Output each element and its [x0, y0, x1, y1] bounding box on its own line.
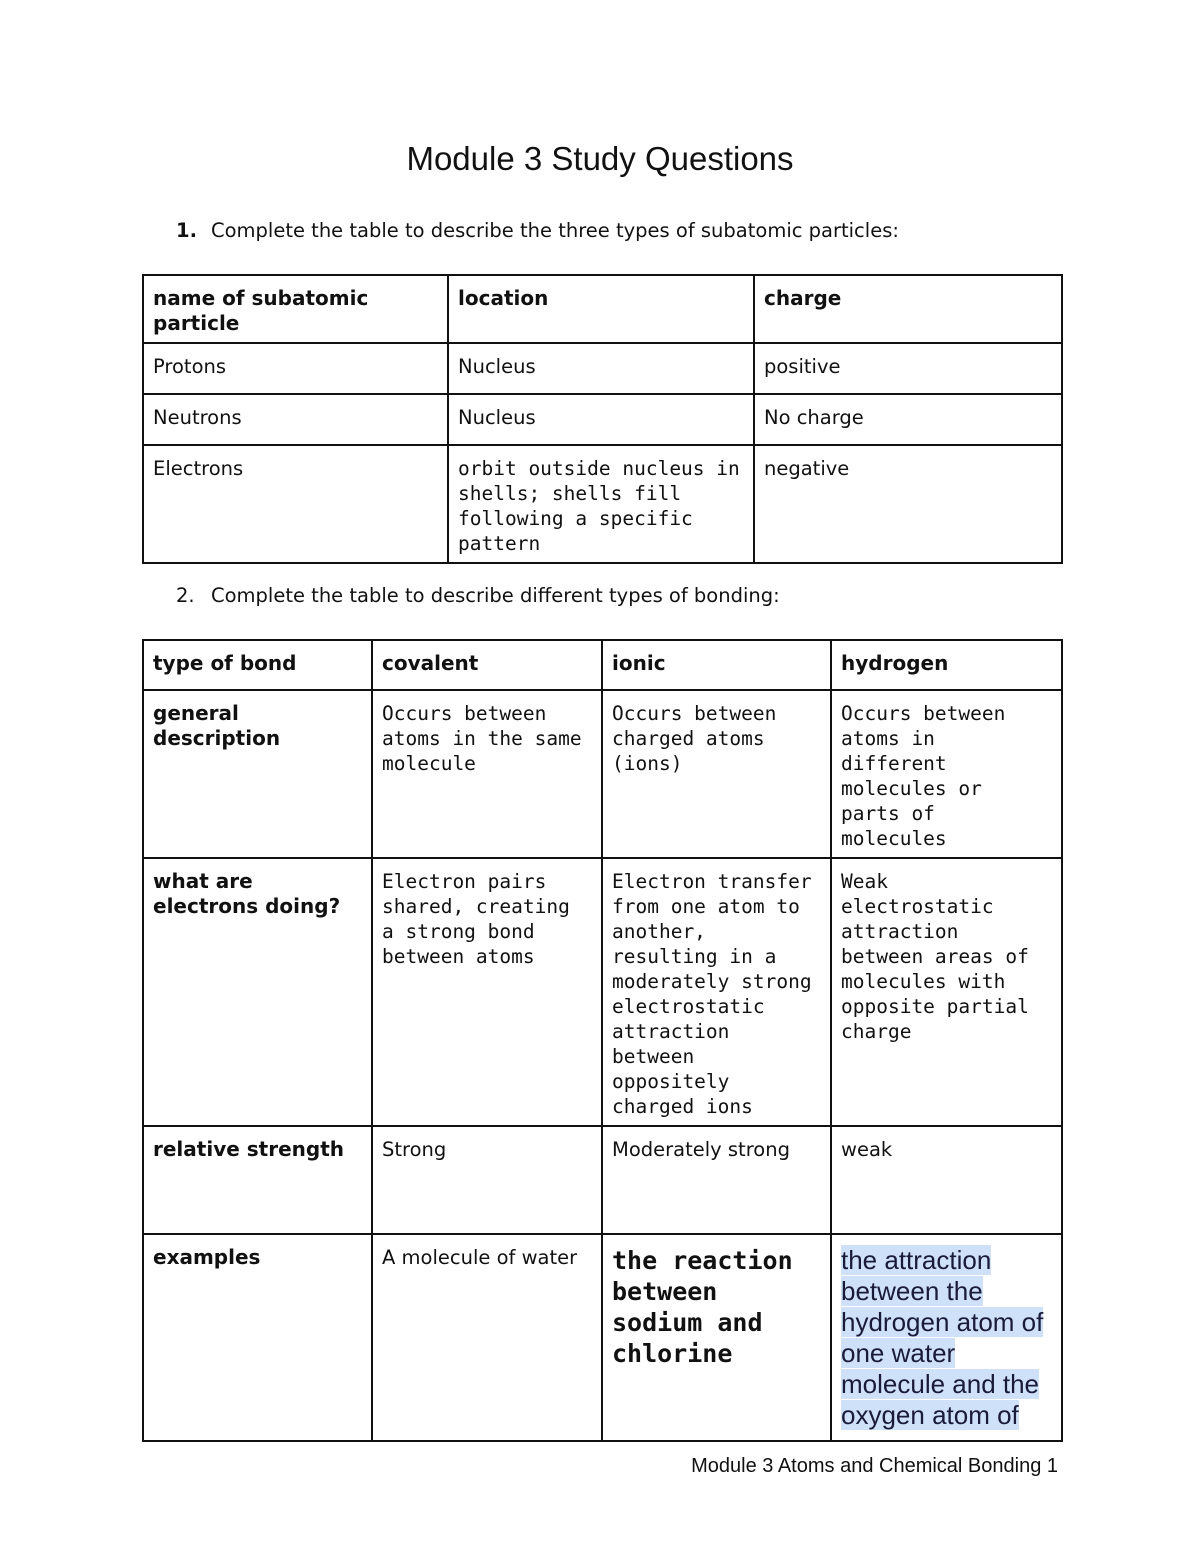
bonding-table	[142, 639, 1063, 1442]
header-cell: name of subatomic particle	[143, 275, 448, 343]
header-cell: covalent	[372, 640, 602, 690]
header-cell: location	[448, 275, 754, 343]
question-number: 1.	[176, 219, 197, 242]
question-number: 2.	[176, 584, 195, 607]
table-cell: Protons	[143, 343, 448, 394]
page-title: Module 3 Study Questions	[406, 140, 794, 177]
table-header-row	[143, 640, 1062, 690]
header-cell: type of bond	[143, 640, 372, 690]
page-footer: Module 3 Atoms and Chemical Bonding 1	[691, 1455, 1058, 1477]
table-cell: Occurs between atoms in different molecules or parts of molecules	[831, 690, 1062, 858]
table-cell: Occurs between atoms in the same molecule	[372, 690, 602, 858]
header-cell: ionic	[602, 640, 831, 690]
table-cell: Nucleus	[448, 343, 754, 394]
row-label: what are electrons doing?	[143, 858, 372, 1126]
table-row	[143, 1234, 1062, 1441]
table-row	[143, 1126, 1062, 1234]
table-cell: orbit outside nucleus in shells; shells fill following a specific pattern	[448, 445, 754, 563]
table-cell: Nucleus	[448, 394, 754, 445]
table-row	[143, 343, 1062, 394]
table-cell: weak	[831, 1126, 1062, 1234]
table-row	[143, 445, 1062, 563]
highlighted-cell	[831, 1234, 1062, 1441]
table-cell: positive	[754, 343, 1062, 394]
table-cell: A molecule of water	[372, 1234, 602, 1441]
table-cell: Electron pairs shared, creating a strong bond between atoms	[372, 858, 602, 1126]
table-cell: Electrons	[143, 445, 448, 563]
question-text: Complete the table to describe different types of bonding:	[211, 584, 780, 607]
row-label: general description	[143, 690, 372, 858]
table-cell: Occurs between charged atoms (ions)	[602, 690, 831, 858]
table-cell: No charge	[754, 394, 1062, 445]
highlighted-text: the attraction between the hydrogen atom of one water molecule and the oxygen atom of	[841, 1245, 1044, 1430]
table-row	[143, 394, 1062, 445]
header-cell: hydrogen	[831, 640, 1062, 690]
table-cell: Neutrons	[143, 394, 448, 445]
table-cell: Electron transfer from one atom to another, resulting in a moderately strong electrostatic attraction between oppositely charged ions	[602, 858, 831, 1126]
question-text: Complete the table to describe the three types of subatomic particles:	[211, 219, 899, 242]
header-cell: charge	[754, 275, 1062, 343]
table-row	[143, 690, 1062, 858]
subatomic-particles-table	[142, 274, 1063, 564]
table-cell: Strong	[372, 1126, 602, 1234]
table-header-row	[143, 275, 1062, 343]
table-cell: negative	[754, 445, 1062, 563]
table-cell: Weak electrostatic attraction between areas of molecules with opposite partial charge	[831, 858, 1062, 1126]
row-label: relative strength	[143, 1126, 372, 1234]
table-row	[143, 858, 1062, 1126]
table-cell: the reaction between sodium and chlorine	[602, 1234, 831, 1441]
row-label: examples	[143, 1234, 372, 1441]
table-cell: Moderately strong	[602, 1126, 831, 1234]
